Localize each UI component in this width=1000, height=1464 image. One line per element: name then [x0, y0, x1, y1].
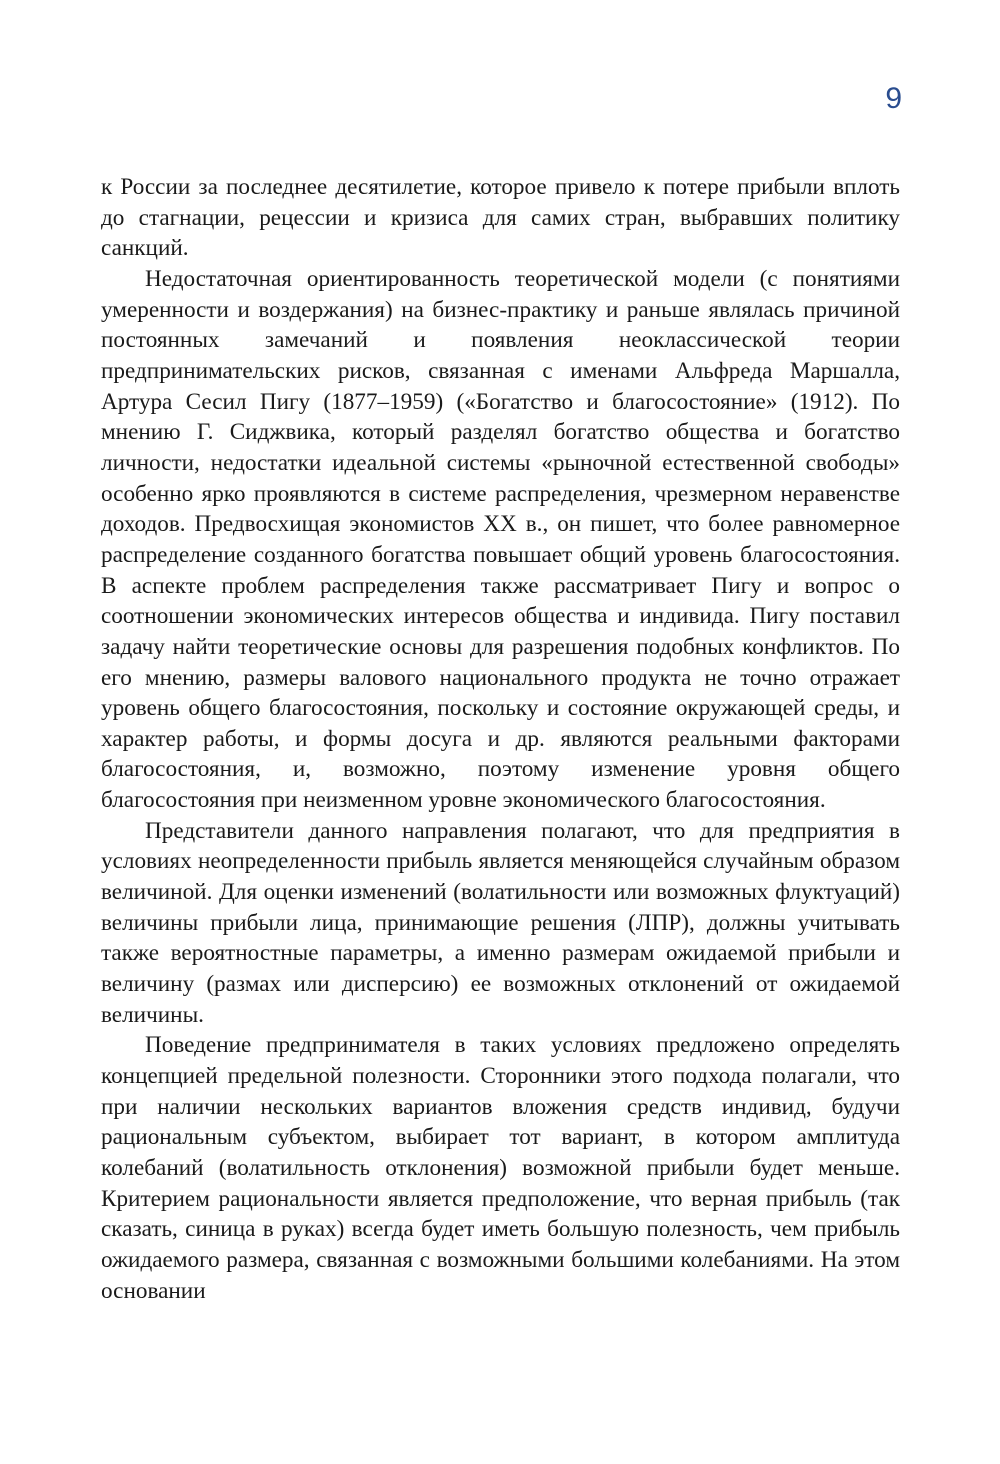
page-number: 9 — [885, 82, 902, 115]
paragraph-pigou: Недостаточная ориентированность теоретической модели (с понятиями умеренности и воздержания) на бизнес-практику и раньше являлась причиной постоянных замечаний и появления неоклассической теории предпринимательских рисков, связанная с именами Альфреда Маршалла, Артура Сесил Пигу (1877–1959) («Богатство и благосостояние» (1912). По мнению Г. Сиджвика, который разделял богатство общества и богатство личности, недостатки идеальной системы «рыночной естественной свободы» особенно ярко проявляются в системе распределения, чрезмерном неравенстве доходов. Предвосхищая экономистов XX в., он пишет, что более равномерное распределение созданного богатства повышает общий уровень благосостояния. В аспекте проблем распределения также рассматривает Пигу и вопрос о соотношении экономических интересов общества и индивида. Пигу поставил задачу найти теоретические основы для разрешения подобных конфликтов. По его мнению, размеры валового национального продукта не точно отражает уровень общего благосостояния, поскольку и состояние окружающей среды, и характер работы, и формы досуга и др. являются реальными факторами благосостояния, и, возможно, поэтому изменение уровня общего благосостояния при неизменном уровне экономического благосостояния. — [101, 265, 900, 814]
body-text — [101, 172, 900, 1306]
paragraph-continuation: к России за последнее десятилетие, которое привело к потере прибыли вплоть до стагнации, рецессии и кризиса для самих стран, выбравших политику санкций. — [101, 174, 900, 262]
paragraph-marginal-utility: Поведение предпринимателя в таких условиях предложено определять концепцией предельной полезности. Сторонники этого подхода полагали, что при наличии нескольких вариантов вложения средств индивид, будучи рациональным субъектом, выбирает тот вариант, в котором амплитуда колебаний (волатильность отклонения) возможной прибыли будет меньше. Критерием рациональности является предположение, что верная прибыль (так сказать, синица в руках) всегда будет иметь большую полезность, чем прибыль ожидаемого размера, связанная с возможными большими колебаниями. На этом основании — [101, 1032, 900, 1304]
paragraph-uncertainty: Представители данного направления полагают, что для предприятия в условиях неопределенности прибыль является меняющейся случайным образом величиной. Для оценки изменений (волатильности или возможных флуктуаций) величины прибыли лица, принимающие решения (ЛПР), должны учитывать также вероятностные параметры, а именно размерам ожидаемой прибыли и величину (размах или дисперсию) ее возможных отклонений от ожидаемой величины. — [101, 817, 900, 1028]
